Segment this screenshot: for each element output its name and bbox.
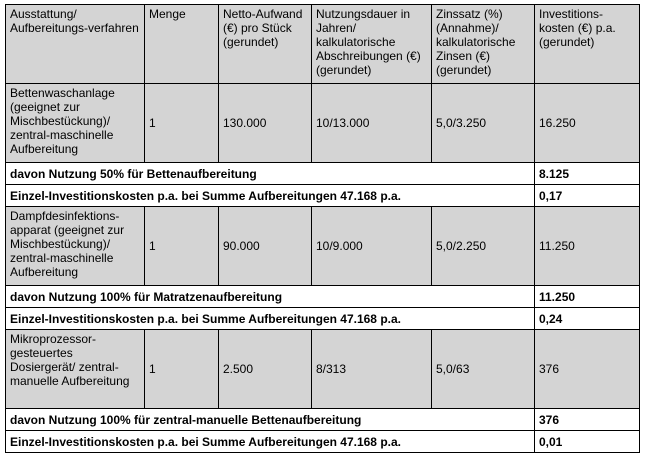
quantity-cell: 1 <box>145 207 219 286</box>
header-row <box>6 5 640 84</box>
service-life-cell: 8/313 <box>312 330 432 409</box>
usage-row <box>6 409 640 431</box>
equipment-row <box>6 207 640 286</box>
equipment-name: Dampfdesinfektions-apparat (geeignet zur Mischbestückung)/ zentral-maschinelle Aufbereitung <box>6 207 145 286</box>
investment-cost-cell: 11.250 <box>535 207 640 286</box>
header-net-cost: Netto-Aufwand (€) pro Stück (gerundet) <box>219 5 312 84</box>
service-life-cell: 10/9.000 <box>312 207 432 286</box>
header-investment-cost: Investitions-kosten (€) p.a. (gerundet) <box>535 5 640 84</box>
single-cost-row <box>6 431 640 453</box>
investment-cost-table <box>5 4 640 453</box>
single-cost-row <box>6 185 640 207</box>
investment-cost-cell: 376 <box>535 330 640 409</box>
single-cost-label: Einzel-Investitionskosten p.a. bei Summe Aufbereitungen 47.168 p.a. <box>6 308 535 330</box>
single-cost-value: 0,01 <box>535 431 640 453</box>
equipment-row <box>6 84 640 163</box>
usage-label: davon Nutzung 50% für Bettenaufbereitung <box>6 163 535 185</box>
service-life-cell: 10/13.000 <box>312 84 432 163</box>
investment-cost-cell: 16.250 <box>535 84 640 163</box>
single-cost-row <box>6 308 640 330</box>
quantity-cell: 1 <box>145 330 219 409</box>
single-cost-value: 0,17 <box>535 185 640 207</box>
single-cost-label: Einzel-Investitionskosten p.a. bei Summe Aufbereitungen 47.168 p.a. <box>6 185 535 207</box>
usage-value: 376 <box>535 409 640 431</box>
quantity-cell: 1 <box>145 84 219 163</box>
single-cost-value: 0,24 <box>535 308 640 330</box>
single-cost-label: Einzel-Investitionskosten p.a. bei Summe Aufbereitungen 47.168 p.a. <box>6 431 535 453</box>
interest-cell: 5,0/3.250 <box>432 84 535 163</box>
usage-label: davon Nutzung 100% für Matratzenaufbereitung <box>6 286 535 308</box>
usage-row <box>6 286 640 308</box>
header-equipment: Ausstattung/ Aufbereitungs-verfahren <box>6 5 145 84</box>
header-service-life: Nutzungsdauer in Jahren/ kalkulatorische Abschreibungen (€) (gerundet) <box>312 5 432 84</box>
net-cost-cell: 2.500 <box>219 330 312 409</box>
net-cost-cell: 90.000 <box>219 207 312 286</box>
usage-value: 11.250 <box>535 286 640 308</box>
net-cost-cell: 130.000 <box>219 84 312 163</box>
usage-label: davon Nutzung 100% für zentral-manuelle Bettenaufbereitung <box>6 409 535 431</box>
interest-cell: 5,0/2.250 <box>432 207 535 286</box>
header-interest: Zinssatz (%) (Annahme)/ kalkulatorische Zinsen (€) (gerundet) <box>432 5 535 84</box>
interest-cell: 5,0/63 <box>432 330 535 409</box>
usage-value: 8.125 <box>535 163 640 185</box>
equipment-name: Bettenwaschanlage (geeignet zur Mischbestückung)/ zentral-maschinelle Aufbereitung <box>6 84 145 163</box>
equipment-name: Mikroprozessor-gesteuertes Dosiergerät/ zentral-manuelle Aufbereitung <box>6 330 145 409</box>
equipment-row <box>6 330 640 409</box>
header-quantity: Menge <box>145 5 219 84</box>
usage-row <box>6 163 640 185</box>
